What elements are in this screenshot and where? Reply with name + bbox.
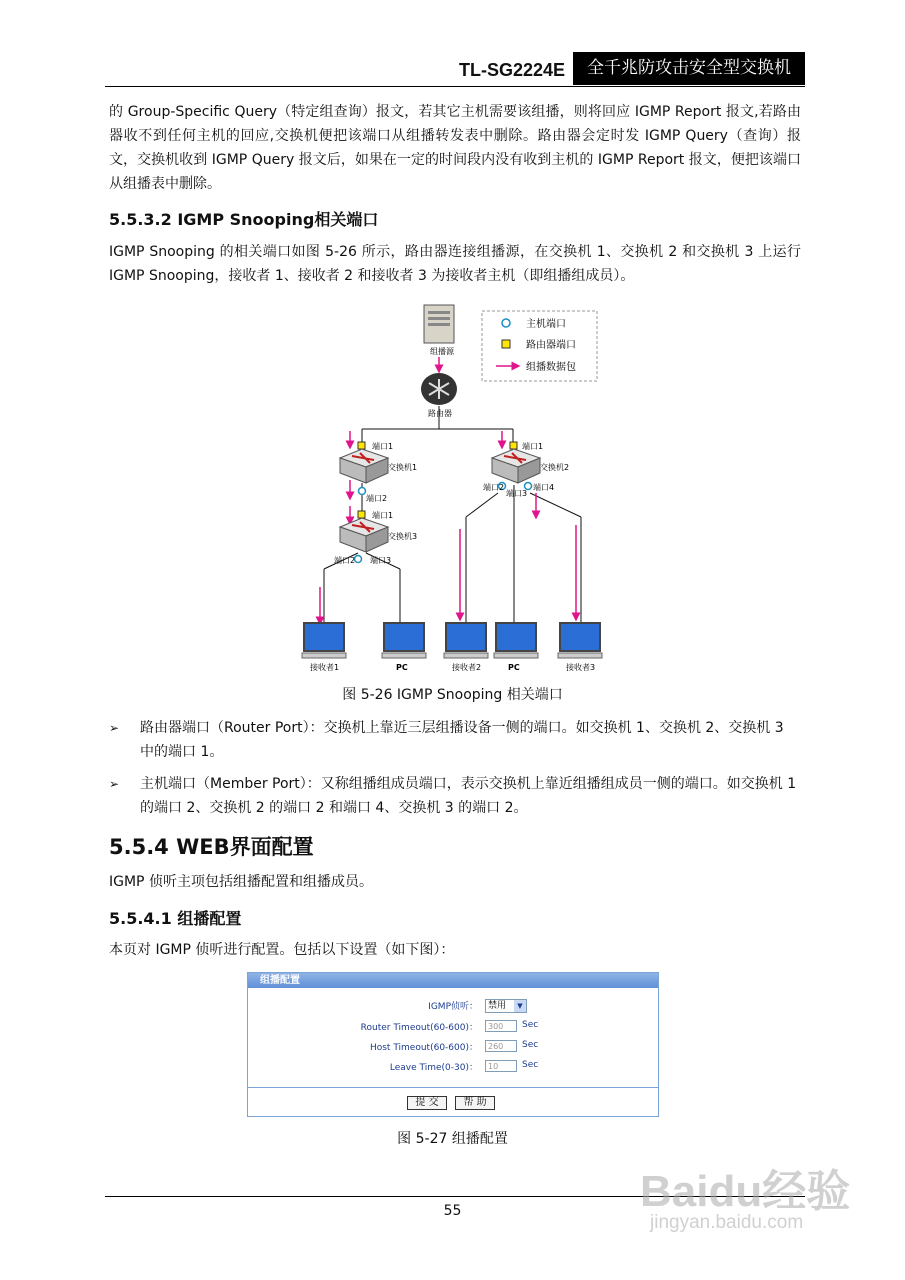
header-title: 全千兆防攻击安全型交换机 bbox=[573, 52, 805, 85]
legend-router-port: 路由器端口 bbox=[526, 340, 576, 351]
header-model: TL-SG2224E bbox=[458, 60, 565, 80]
legend-data: 组播数据包 bbox=[526, 362, 576, 373]
igmp-snooping-diagram bbox=[300, 303, 620, 678]
help-button[interactable]: 帮 助 bbox=[455, 1096, 495, 1110]
pc-receiver2 bbox=[444, 623, 488, 658]
paragraph-related-ports: IGMP Snooping 的相关端口如图 5-26 所示，路由器连接组播源，在交换机 1、交换机 2 和交换机 3 上运行 IGMP Snooping，接收者 1、接收者 2 和接收者 3 为接收者主机（即组播组成员）。 bbox=[109, 244, 801, 284]
figure-5-27-caption: 图 5-27 组播配置 bbox=[397, 1131, 508, 1147]
sw2-port4-label: 端口4 bbox=[533, 483, 555, 492]
switch2-icon bbox=[492, 449, 540, 483]
legend-host-port: 主机端口 bbox=[526, 319, 566, 330]
pc-1 bbox=[382, 623, 426, 658]
sw2-port2-label: 端口2 bbox=[483, 483, 505, 492]
bullet-router-port bbox=[109, 716, 801, 764]
router-icon bbox=[421, 373, 457, 405]
pc-label-receiver1: 接收者1 bbox=[310, 663, 340, 672]
submit-button[interactable]: 提 交 bbox=[407, 1096, 447, 1110]
pc-receiver1 bbox=[302, 623, 346, 658]
switch1-icon bbox=[340, 449, 388, 483]
router-timeout-unit: Sec bbox=[522, 1020, 539, 1030]
sw1-port1-label: 端口1 bbox=[372, 442, 394, 451]
panel-title: 组播配置 bbox=[248, 973, 658, 988]
section-5-5-4-1-heading: 5.5.4.1 组播配置 bbox=[109, 909, 242, 928]
section-5-5-3-2-heading: 5.5.3.2 IGMP Snooping相关端口 bbox=[109, 210, 379, 229]
panel-divider bbox=[248, 1087, 658, 1088]
sw2-port3-label: 端口3 bbox=[506, 489, 528, 498]
leave-time-input[interactable]: 10 bbox=[485, 1060, 517, 1072]
sw3-port3-label: 端口3 bbox=[370, 556, 392, 565]
pc-label-pc2: PC bbox=[508, 663, 520, 672]
pc-2 bbox=[494, 623, 538, 658]
router-timeout-label: Router Timeout(60-600)： bbox=[360, 1023, 478, 1033]
paragraph-igmp-main: IGMP 侦听主项包括组播配置和组播成员。 bbox=[109, 874, 373, 890]
page-header bbox=[105, 52, 805, 87]
multicast-config-panel bbox=[247, 972, 659, 1117]
switch2-label: 交换机2 bbox=[540, 463, 570, 472]
paragraph-query: 的 Group-Specific Query（特定组查询）报文，若其它主机需要该组播，则将回应 IGMP Report 报文,若路由器收不到任何主机的回应,交换机便把该端口从组播转发表中删除。路由器会定时发 IGMP Query（查询）报文，交换机收到 IGMP Query 报文后，如果在一定的时间段内没有收到主机的 IGMP Report 报文，便把该端口从组播表中删除。 bbox=[109, 104, 801, 192]
switch3-label: 交换机3 bbox=[388, 532, 418, 541]
section-5-5-4-heading: 5.5.4 WEB界面配置 bbox=[109, 835, 314, 859]
sw1-port2-label: 端口2 bbox=[366, 494, 388, 503]
chevron-down-icon[interactable]: ▼ bbox=[514, 1000, 526, 1012]
paragraph-config-intro: 本页对 IGMP 侦听进行配置。包括以下设置（如下图）： bbox=[109, 942, 455, 958]
router-label: 路由器 bbox=[428, 409, 452, 418]
pc-label-pc1: PC bbox=[396, 663, 408, 672]
pc-label-receiver2: 接收者2 bbox=[452, 663, 482, 672]
host-timeout-input[interactable]: 260 bbox=[485, 1040, 517, 1052]
switch3-icon bbox=[340, 518, 388, 552]
switch1-label: 交换机1 bbox=[388, 463, 418, 472]
baidu-watermark bbox=[640, 1150, 880, 1260]
bullet-arrow-icon: ➢ bbox=[109, 721, 120, 735]
source-label: 组播源 bbox=[430, 347, 454, 356]
watermark-logo: Baidu经验 bbox=[640, 1167, 851, 1216]
sw3-port1-label: 端口1 bbox=[372, 511, 394, 520]
watermark-url: jingyan.baidu.com bbox=[650, 1212, 804, 1233]
igmp-label: IGMP侦听： bbox=[428, 1002, 478, 1012]
leave-time-label: Leave Time(0-30)： bbox=[389, 1063, 478, 1073]
leave-time-unit: Sec bbox=[522, 1060, 539, 1070]
sw3-port2-label: 端口2 bbox=[334, 556, 356, 565]
page-number: 55 bbox=[443, 1203, 462, 1219]
bullet-member-port bbox=[109, 772, 801, 820]
bullet-arrow-icon: ➢ bbox=[109, 777, 120, 791]
router-timeout-input[interactable]: 300 bbox=[485, 1020, 517, 1032]
igmp-select-value: 禁用 bbox=[488, 1001, 507, 1011]
igmp-select[interactable] bbox=[485, 999, 527, 1013]
bullet-router-port-text: 路由器端口（Router Port）：交换机上靠近三层组播设备一侧的端口。如交换机 1、交换机 2、交换机 3 中的端口 1。 bbox=[140, 720, 784, 760]
pc-receiver3 bbox=[558, 623, 602, 658]
bullet-member-port-text: 主机端口（Member Port）：又称组播组成员端口，表示交换机上靠近组播组成员一侧的端口。如交换机 1 的端口 2、交换机 2 的端口 2 和端口 4、交换机 3 的端口 2。 bbox=[140, 776, 797, 816]
sw2-port1-label: 端口1 bbox=[522, 442, 544, 451]
pc-label-receiver3: 接收者3 bbox=[566, 663, 596, 672]
host-timeout-label: Host Timeout(60-600)： bbox=[369, 1043, 478, 1053]
host-timeout-unit: Sec bbox=[522, 1040, 539, 1050]
router-port-legend-icon bbox=[502, 340, 510, 348]
server-icon bbox=[424, 305, 454, 343]
host-port-legend-icon bbox=[502, 319, 510, 327]
figure-5-26-caption: 图 5-26 IGMP Snooping 相关端口 bbox=[342, 687, 563, 703]
